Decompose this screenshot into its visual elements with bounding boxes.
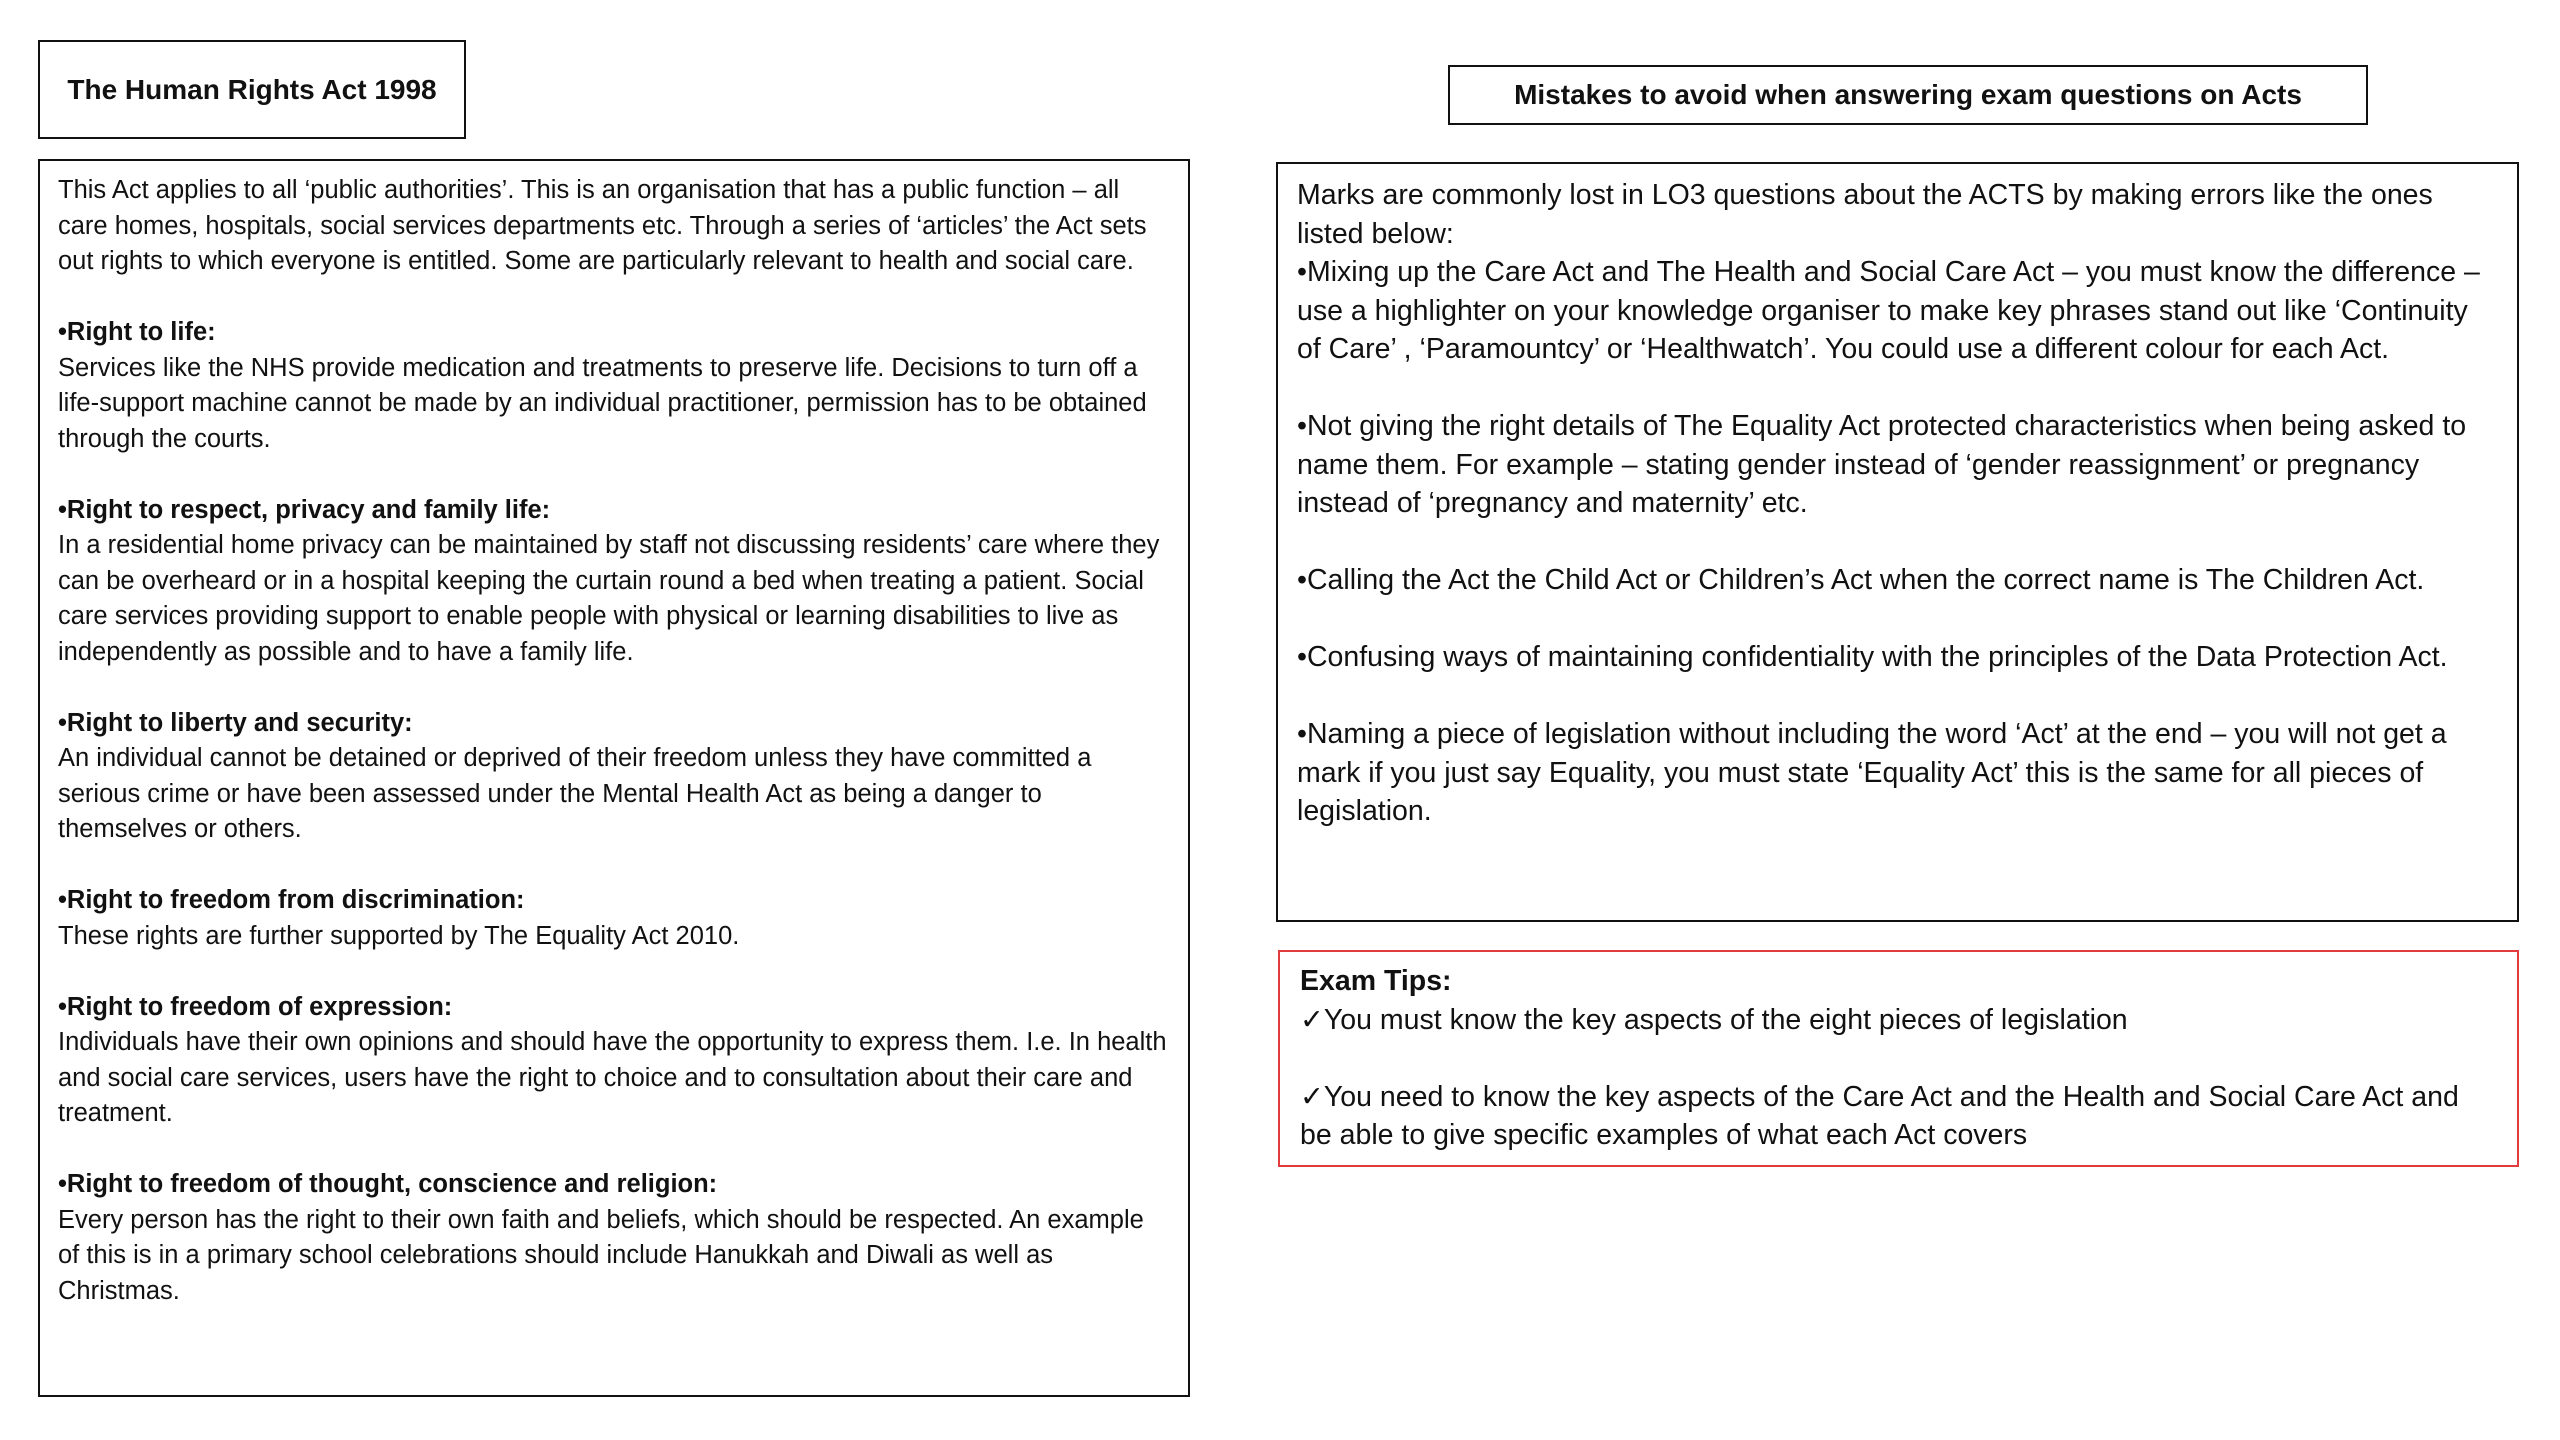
- right-to-privacy-body: In a residential home privacy can be maintained by staff not discussing residents’ care where they can be overheard or in a hospital keeping the curtain round a bed when treating a patient. Social care services providing support to enable people with physical or learning disabilities to live as independently as possible and to have a family life.: [58, 531, 1160, 666]
- mistake-item: •Naming a piece of legislation without including the word ‘Act’ at the end – you will not get a mark if you just say Equality, you must state ‘Equality Act’ this is the same for all pieces of legislation.: [1297, 718, 2447, 827]
- right-to-freedom-of-thought-heading: •Right to freedom of thought, conscience and religion:: [58, 1170, 718, 1198]
- mistakes-title-box: [1448, 65, 2368, 125]
- right-to-freedom-from-discrimination-body: These rights are further supported by The Equality Act 2010.: [58, 921, 740, 950]
- right-to-freedom-from-discrimination-heading: •Right to freedom from discrimination:: [58, 886, 525, 914]
- right-to-privacy-heading: •Right to respect, privacy and family life:: [58, 495, 551, 524]
- right-to-freedom-of-thought-section: [58, 1167, 1170, 1309]
- right-to-freedom-of-expression-heading: •Right to freedom of expression:: [58, 992, 453, 1021]
- mistake-item: •Not giving the right details of The Equality Act protected characteristics when being asked to name them. For example – stating gender instead of ‘gender reassignment’ or pregnancy instead of ‘pregnancy and maternity’ etc.: [1297, 410, 2467, 519]
- human-rights-act-title-box: [38, 40, 466, 139]
- right-to-freedom-of-thought-body: Every person has the right to their own faith and beliefs, which should be respected. An example of this is in a primary school celebrations should include Hanukkah and Diwali as well as Christmas.: [58, 1205, 1144, 1305]
- mistakes-content-box: [1276, 162, 2519, 922]
- right-to-life-heading: •Right to life:: [58, 318, 216, 346]
- right-to-freedom-of-expression-body: Individuals have their own opinions and should have the opportunity to express them. I.e. In health and social care services, users have the right to choice and to consultation about their care and treatment.: [58, 1028, 1167, 1127]
- right-to-life-section: [58, 315, 1170, 457]
- right-to-liberty-heading: •Right to liberty and security:: [58, 708, 413, 737]
- mistake-item: •Confusing ways of maintaining confidentiality with the principles of the Data Protection Act.: [1297, 641, 2448, 673]
- right-to-liberty-section: [58, 706, 1170, 848]
- mistake-item: •Mixing up the Care Act and The Health and Social Care Act – you must know the difference – use a highlighter on your knowledge organiser to make key phrases stand out like ‘Continuity of Care’ , ‘Paramountcy’ or ‘Healthwatch’. You could use a different colour for each Act.: [1297, 256, 2480, 365]
- mistakes-intro: Marks are commonly lost in LO3 questions about the ACTS by making errors like the ones listed below:: [1297, 179, 2433, 250]
- exam-tip-item: ✓You need to know the key aspects of the Care Act and the Health and Social Care Act and be able to give specific examples of what each Act covers: [1300, 1080, 2459, 1151]
- right-to-freedom-of-expression-section: [58, 990, 1170, 1132]
- right-to-liberty-body: An individual cannot be detained or deprived of their freedom unless they have committed a serious crime or have been assessed under the Mental Health Act as being a danger to themselves or others.: [58, 744, 1092, 843]
- right-to-privacy-section: [58, 493, 1170, 671]
- human-rights-act-content-box: [38, 159, 1190, 1397]
- human-rights-act-title: The Human Rights Act 1998: [67, 73, 437, 105]
- exam-tips-heading: Exam Tips:: [1300, 965, 1452, 997]
- mistake-item: •Calling the Act the Child Act or Children’s Act when the correct name is The Children Act.: [1297, 564, 2425, 596]
- right-to-freedom-from-discrimination-section: [58, 883, 1170, 954]
- exam-tip-item: ✓You must know the key aspects of the eight pieces of legislation: [1300, 1003, 2128, 1036]
- human-rights-act-intro: This Act applies to all ‘public authorities’. This is an organisation that has a public function – all care homes, hospitals, social services departments etc. Through a series of ‘articles’ the Act sets out rights to which everyone is entitled. Some are particularly relevant to health and social care.: [58, 176, 1147, 275]
- right-to-life-body: Services like the NHS provide medication and treatments to preserve life. Decisions to turn off a life-support machine cannot be made by an individual practitioner, permission has to be obtained through the courts.: [58, 353, 1147, 453]
- mistakes-title: Mistakes to avoid when answering exam questions on Acts: [1514, 79, 2302, 110]
- exam-tips-box: [1278, 950, 2519, 1167]
